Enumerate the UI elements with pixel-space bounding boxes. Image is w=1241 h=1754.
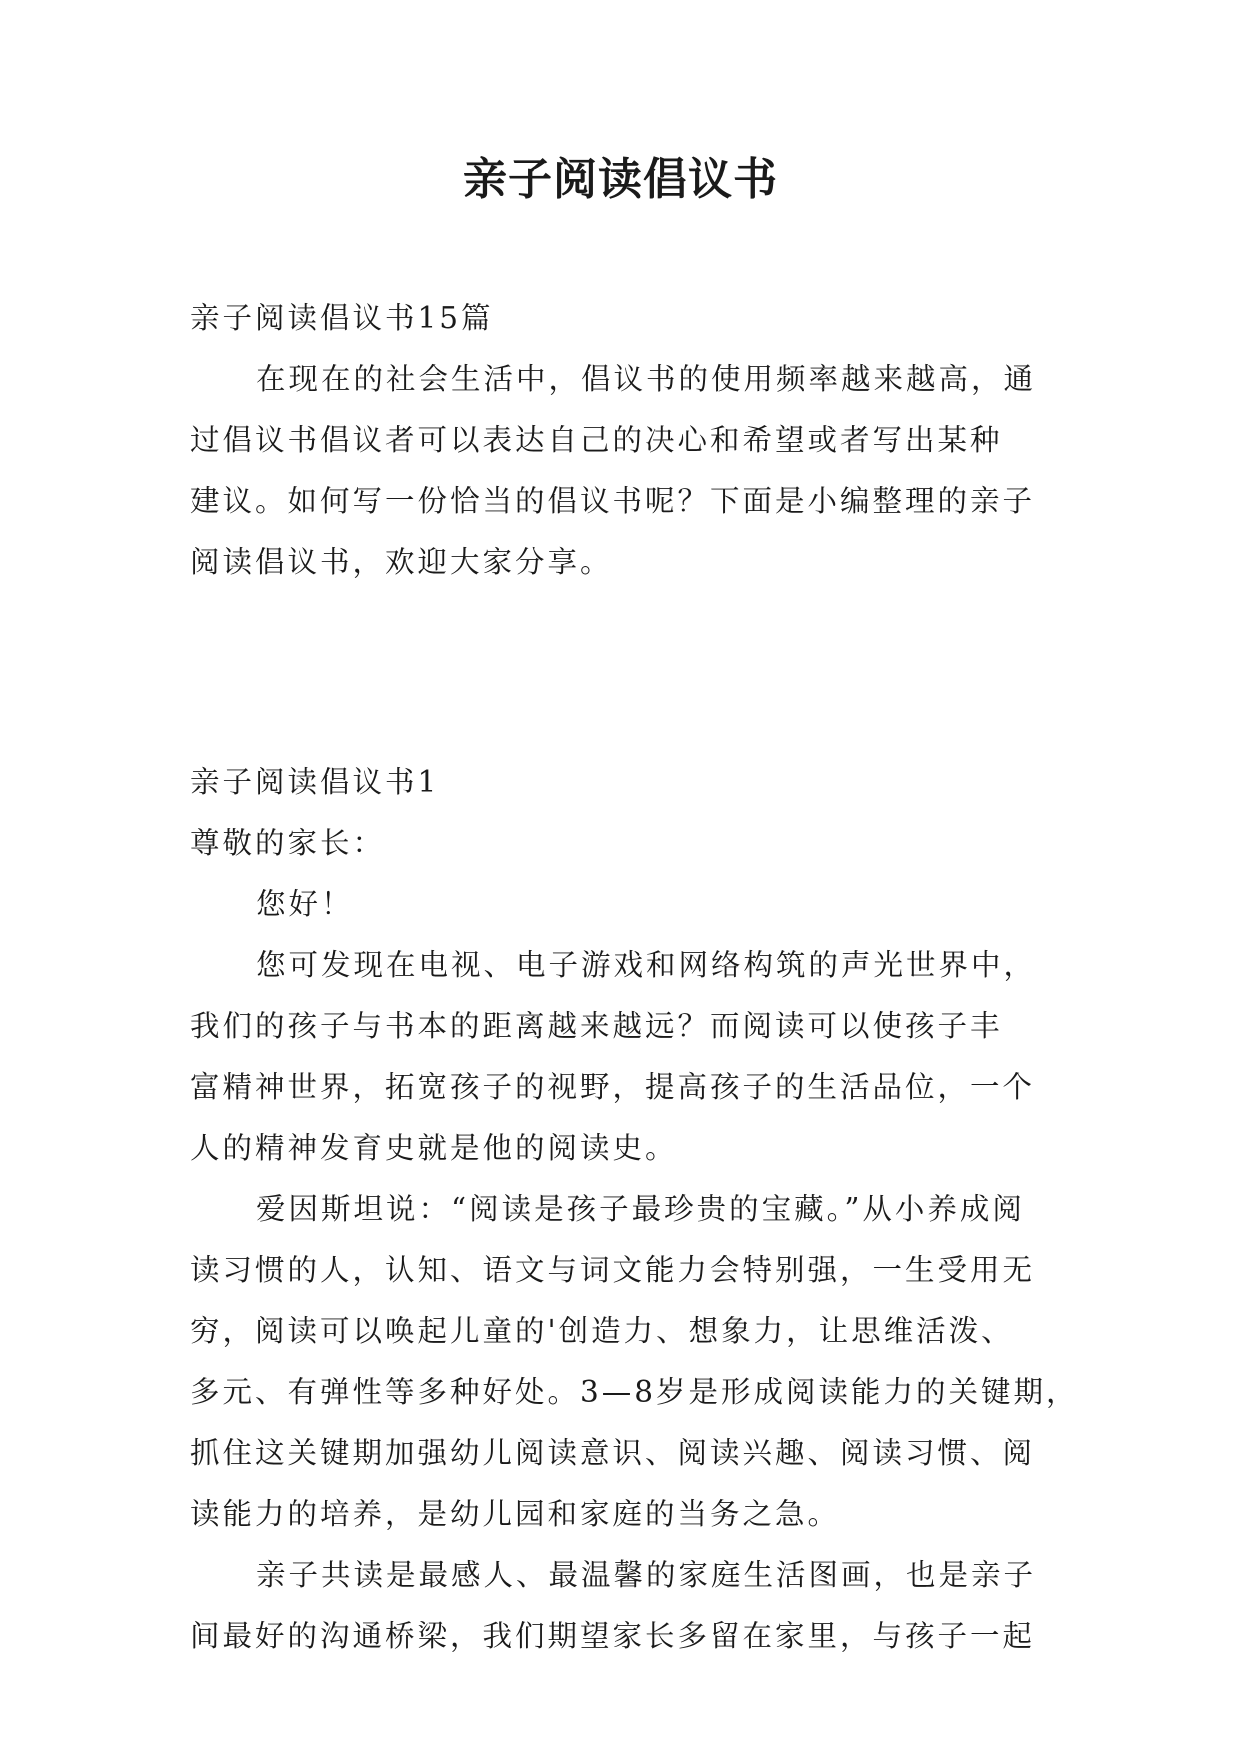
paragraph-line: 读能力的培养，是幼儿园和家庭的当务之急。 — [190, 1497, 841, 1531]
paragraph-line: 人的精神发育史就是他的阅读史。 — [190, 1131, 678, 1165]
paragraph-line: 我们的孩子与书本的距离越来越远？而阅读可以使孩子丰 — [190, 1009, 1003, 1043]
greeting: 您好！ — [256, 887, 354, 921]
document-title: 亲子阅读倡议书 — [463, 154, 778, 205]
paragraph-2 — [190, 1179, 1079, 1545]
salutation: 尊敬的家长： — [190, 826, 386, 860]
intro-line: 在现在的社会生活中，倡议书的使用频率越来越高，通 — [256, 362, 1037, 396]
paragraph-line: 爱因斯坦说：“阅读是孩子最珍贵的宝藏。”从小养成阅 — [256, 1192, 1025, 1226]
section-heading: 亲子阅读倡议书1 — [190, 765, 440, 799]
paragraph-3 — [190, 1545, 1060, 1667]
document-body — [190, 288, 1079, 1667]
document-subtitle: 亲子阅读倡议书15篇 — [190, 301, 494, 335]
paragraph-line: 亲子共读是最感人、最温馨的家庭生活图画，也是亲子 — [256, 1558, 1037, 1592]
section-spacer — [190, 593, 1060, 752]
intro-line: 过倡议书倡议者可以表达自己的决心和希望或者写出某种 — [190, 423, 1003, 457]
paragraph-line: 间最好的沟通桥梁，我们期望家长多留在家里，与孩子一起 — [190, 1619, 1036, 1653]
paragraph-line: 多元、有弹性等多种好处。3—8岁是形成阅读能力的关键期， — [190, 1375, 1079, 1409]
intro-paragraph — [190, 349, 1060, 593]
paragraph-line: 读习惯的人，认知、语文与词文能力会特别强，一生受用无 — [190, 1253, 1036, 1287]
intro-line: 阅读倡议书，欢迎大家分享。 — [190, 545, 613, 579]
paragraph-line: 富精神世界，拓宽孩子的视野，提高孩子的生活品位，一个 — [190, 1070, 1036, 1104]
paragraph-1 — [190, 935, 1060, 1179]
paragraph-line: 抓住这关键期加强幼儿阅读意识、阅读兴趣、阅读习惯、阅 — [190, 1436, 1036, 1470]
intro-line: 建议。如何写一份恰当的倡议书呢？下面是小编整理的亲子 — [190, 484, 1036, 518]
paragraph-line: 穷，阅读可以唤起儿童的'创造力、想象力，让思维活泼、 — [190, 1314, 1014, 1348]
paragraph-line: 您可发现在电视、电子游戏和网络构筑的声光世界中， — [256, 948, 1037, 982]
